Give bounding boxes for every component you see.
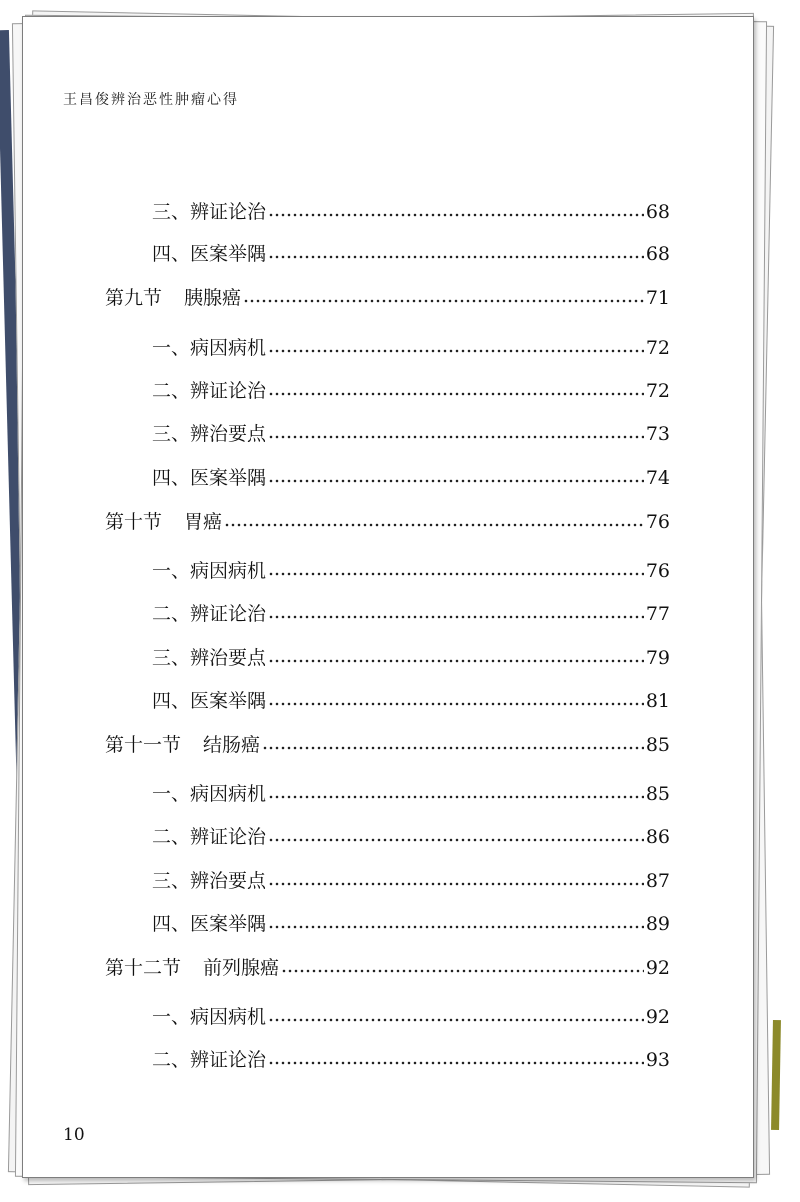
toc-entry-title: 三、辨治要点 <box>152 647 267 669</box>
toc-entry-title: 三、辨治要点 <box>152 870 267 892</box>
underlying-page-edge-olive <box>771 1020 781 1130</box>
toc-subsection-entry[interactable] <box>152 376 670 403</box>
toc-subsection-entry[interactable] <box>152 643 670 670</box>
toc-entry-title: 二、辨证论治 <box>152 1049 267 1071</box>
toc-section-entry[interactable] <box>105 953 670 980</box>
toc-page-number: 79 <box>645 647 670 669</box>
toc-leader-dots <box>268 1004 644 1023</box>
toc-section-name: 前列腺癌 <box>203 957 280 979</box>
toc-subsection-entry[interactable] <box>152 419 670 446</box>
toc-page-number: 93 <box>645 1049 670 1071</box>
toc-page-number: 73 <box>645 423 670 445</box>
toc-page-number: 68 <box>645 201 670 223</box>
toc-subsection-entry[interactable] <box>152 909 670 936</box>
toc-leader-dots <box>268 645 644 664</box>
toc-entry-title: 三、辨治要点 <box>152 423 267 445</box>
toc-subsection-entry[interactable] <box>152 1002 670 1029</box>
toc-leader-dots <box>268 558 644 577</box>
toc-leader-dots <box>268 601 644 620</box>
toc-subsection-entry[interactable] <box>152 866 670 893</box>
toc-entry-title: 一、病因病机 <box>152 1006 267 1028</box>
toc-subsection-entry[interactable] <box>152 1045 670 1072</box>
toc-entry-title: 二、辨证论治 <box>152 380 267 402</box>
toc-leader-dots <box>268 335 644 354</box>
toc-page-number: 85 <box>645 783 670 805</box>
toc-entry-title: 四、医案举隅 <box>152 243 267 265</box>
toc-entry-title: 四、医案举隅 <box>152 467 267 489</box>
toc-section-entry[interactable] <box>105 730 670 757</box>
toc-page-number: 85 <box>645 734 670 756</box>
toc-section-name: 胰腺癌 <box>184 287 242 309</box>
toc-leader-dots <box>268 241 644 260</box>
toc-section-number: 第九节 <box>105 287 163 309</box>
toc-leader-dots <box>268 824 644 843</box>
toc-page-number: 76 <box>645 560 670 582</box>
toc-leader-dots <box>268 465 644 484</box>
toc-subsection-entry[interactable] <box>152 333 670 360</box>
toc-page-number: 77 <box>645 603 670 625</box>
toc-subsection-entry[interactable] <box>152 556 670 583</box>
toc-page-number: 89 <box>645 913 670 935</box>
toc-subsection-entry[interactable] <box>152 779 670 806</box>
toc-leader-dots <box>224 509 644 528</box>
toc-leader-dots <box>262 732 644 751</box>
toc-section-number: 第十二节 <box>105 957 182 979</box>
toc-page-number: 72 <box>645 380 670 402</box>
toc-leader-dots <box>268 911 644 930</box>
toc-entry-title: 三、辨证论治 <box>152 201 267 223</box>
toc-section-number: 第十节 <box>105 511 163 533</box>
toc-entry-title: 一、病因病机 <box>152 560 267 582</box>
toc-page-number: 74 <box>645 467 670 489</box>
toc-subsection-entry[interactable] <box>152 822 670 849</box>
toc-leader-dots <box>268 421 644 440</box>
toc-leader-dots <box>243 285 644 304</box>
toc-entry-title: 二、辨证论治 <box>152 603 267 625</box>
toc-page-number: 71 <box>645 287 670 309</box>
toc-page-number: 72 <box>645 337 670 359</box>
toc-entry-title: 一、病因病机 <box>152 337 267 359</box>
toc-leader-dots <box>268 199 644 218</box>
toc-page-number: 76 <box>645 511 670 533</box>
toc-page-number: 68 <box>645 243 670 265</box>
toc-page-number: 92 <box>645 957 670 979</box>
toc-page-number: 92 <box>645 1006 670 1028</box>
toc-leader-dots <box>268 1047 644 1066</box>
toc-leader-dots <box>268 781 644 800</box>
table-of-contents <box>23 17 753 1177</box>
running-header: 王昌俊辨治恶性肿瘤心得 <box>63 92 239 108</box>
toc-leader-dots <box>268 688 644 707</box>
toc-subsection-entry[interactable] <box>152 686 670 713</box>
toc-page-number: 86 <box>645 826 670 848</box>
page-number: 10 <box>63 1125 85 1145</box>
toc-page-number: 81 <box>645 690 670 712</box>
toc-subsection-entry[interactable] <box>152 599 670 626</box>
toc-page-number: 87 <box>645 870 670 892</box>
toc-subsection-entry[interactable] <box>152 463 670 490</box>
toc-leader-dots <box>268 378 644 397</box>
toc-section-entry[interactable] <box>105 283 670 310</box>
toc-subsection-entry[interactable] <box>152 239 670 266</box>
toc-page <box>22 16 754 1178</box>
toc-leader-dots <box>281 955 644 974</box>
toc-entry-title: 四、医案举隅 <box>152 690 267 712</box>
toc-entry-title: 一、病因病机 <box>152 783 267 805</box>
toc-section-entry[interactable] <box>105 507 670 534</box>
toc-section-name: 结肠癌 <box>203 734 261 756</box>
toc-leader-dots <box>268 868 644 887</box>
toc-subsection-entry[interactable] <box>152 197 670 224</box>
toc-section-number: 第十一节 <box>105 734 182 756</box>
toc-entry-title: 四、医案举隅 <box>152 913 267 935</box>
toc-section-name: 胃癌 <box>184 511 223 533</box>
toc-entry-title: 二、辨证论治 <box>152 826 267 848</box>
